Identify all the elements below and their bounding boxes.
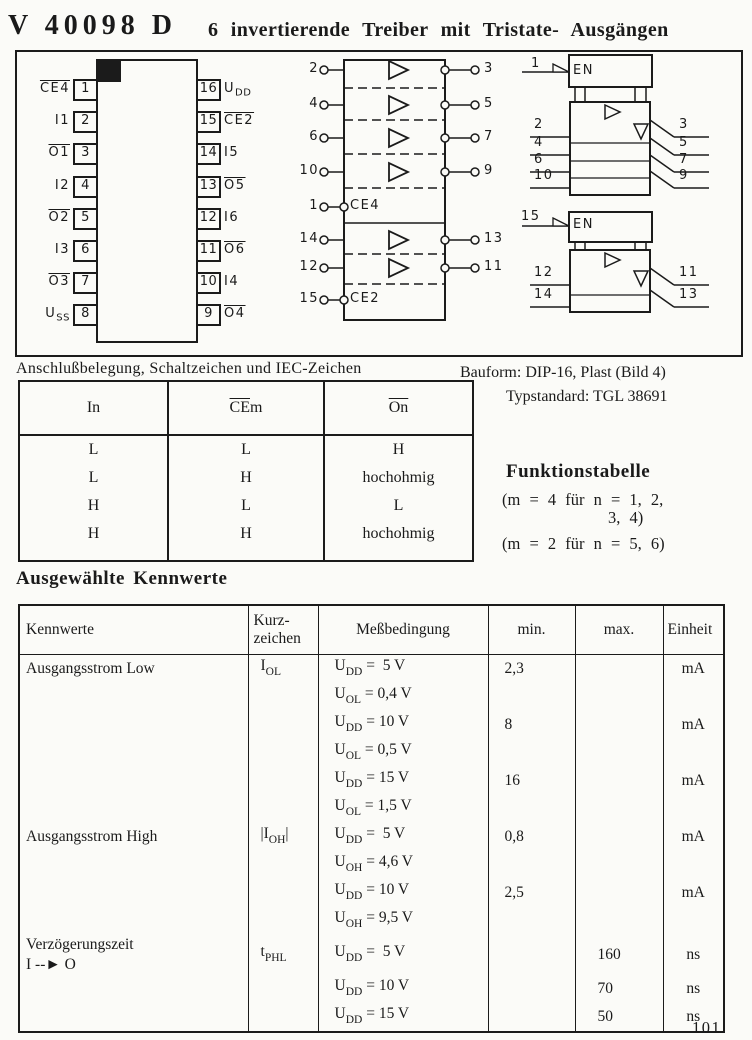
kw-symbol: $t_{PHL}$	[248, 935, 318, 975]
pin-number: 6	[81, 242, 90, 257]
kw-unit: mA	[663, 711, 724, 739]
funktionstabelle-note: (m = 4 für n = 1, 2,	[502, 490, 664, 509]
pin-number: 1	[81, 81, 90, 96]
kw-condition: $U_{DD} = 5$ V	[318, 935, 488, 975]
pin-label: O4	[224, 306, 246, 321]
kw-symbol: $|I_{OH}|$	[248, 823, 318, 851]
kw-unit: mA	[663, 655, 724, 684]
kw-condition: $U_{OH} = 9,5$ V	[318, 907, 488, 935]
pin-number: 10	[199, 274, 218, 289]
kw-row	[19, 795, 724, 823]
iec-output-label: 7	[679, 152, 689, 167]
page-title: 6 invertierende Treiber mit Tristate- Ausgängen	[208, 19, 669, 41]
iec-input-label: 2	[534, 117, 544, 132]
pin-label-uss: $U_{SS}$	[45, 306, 70, 324]
pin-number: 16	[199, 81, 218, 96]
ft-header-row	[19, 381, 473, 435]
kw-unit: ns	[663, 1003, 724, 1032]
kw-condition: $U_{DD} = 5$ V	[318, 655, 488, 684]
pin-label: O1	[48, 145, 70, 160]
kw-header-max: max.	[575, 605, 663, 655]
pin-label: I4	[224, 274, 240, 289]
page-number: 101	[692, 1018, 722, 1037]
ft-cell: H	[168, 520, 324, 548]
logic-ce2-label: CE2	[350, 291, 381, 306]
kw-max: 160	[575, 935, 663, 975]
pin-label-udd: $U_{DD}$	[224, 81, 252, 99]
pin-label: CE2	[224, 113, 255, 128]
kw-condition: $U_{DD} = 10$ V	[318, 879, 488, 907]
ft-cell: L	[19, 435, 168, 464]
kw-row	[19, 879, 724, 907]
kw-name: Ausgangsstrom High	[19, 823, 248, 851]
iec-input-label: 4	[534, 135, 544, 150]
kw-unit: ns	[663, 975, 724, 1003]
kw-row	[19, 683, 724, 711]
pin-label: CE4	[39, 81, 70, 96]
kw-unit: ns	[663, 935, 724, 975]
kw-max: 70	[575, 975, 663, 1003]
kennwerte-heading: Ausgewählte Kennwerte	[16, 568, 228, 589]
ft-header-in: In	[19, 381, 168, 435]
kw-unit: mA	[663, 879, 724, 907]
kw-row	[19, 739, 724, 767]
logic-output-label: 13	[484, 231, 504, 246]
logic-input-label: 12	[299, 259, 319, 274]
pin-number: 13	[199, 178, 218, 193]
iec-output-label: 5	[679, 135, 689, 150]
logic-output-label: 7	[484, 129, 494, 144]
kw-symbol: $I_{OL}$	[248, 655, 318, 684]
kw-condition: $U_{OH} = 4,6$ V	[318, 851, 488, 879]
kw-row	[19, 975, 724, 1003]
pin-label: I1	[54, 113, 70, 128]
iec-output-label: 11	[679, 265, 699, 280]
pin-number: 7	[81, 274, 90, 289]
kw-row	[19, 711, 724, 739]
ft-header-on: $\overline{On}$	[324, 381, 473, 435]
iec-en-pin-label: 1	[531, 56, 541, 71]
kw-condition: $U_{DD} = 10$ V	[318, 975, 488, 1003]
pin-number: 4	[81, 178, 90, 193]
kw-header-einheit: Einheit	[663, 605, 724, 655]
typstandard-note: Typstandard: TGL 38691	[506, 388, 668, 405]
kw-row	[19, 851, 724, 879]
kw-unit: mA	[663, 767, 724, 795]
ft-row	[19, 464, 473, 492]
ft-cell: L	[168, 492, 324, 520]
kw-row	[19, 823, 724, 851]
figure-caption: Anschlußbelegung, Schaltzeichen und IEC-Zeichen	[16, 360, 362, 377]
ft-cell: L	[168, 435, 324, 464]
pin-number: 15	[199, 113, 218, 128]
pin-number: 11	[199, 242, 218, 257]
ft-cell: H	[19, 492, 168, 520]
figure-panel	[15, 50, 743, 357]
spacer-row	[19, 548, 473, 561]
ft-header-cem: $\overline{CE}m$	[168, 381, 324, 435]
dip-package-drawing	[74, 60, 220, 342]
iec-output-label: 13	[679, 287, 699, 302]
pin-number: 14	[199, 145, 218, 160]
pin-label: O2	[48, 210, 70, 225]
pin-number: 2	[81, 113, 90, 128]
iec-input-label: 14	[534, 287, 554, 302]
ft-cell: L	[19, 464, 168, 492]
kw-header-messbedingung: Meßbedingung	[318, 605, 488, 655]
pin-label: I5	[224, 145, 240, 160]
kw-row	[19, 655, 724, 684]
kw-condition: $U_{DD} = 15$ V	[318, 767, 488, 795]
iec-input-label: 10	[534, 168, 554, 183]
iec-input-label: 6	[534, 152, 544, 167]
kw-min: 2,5	[488, 879, 575, 907]
kw-max	[575, 655, 663, 684]
pin-label: O6	[224, 242, 246, 257]
kw-header-min: min.	[488, 605, 575, 655]
iec-en-label: EN	[573, 63, 594, 78]
kw-row	[19, 935, 724, 975]
logic-output-label: 5	[484, 96, 494, 111]
logic-input-label: 15	[299, 291, 319, 306]
kw-name: Ausgangsstrom Low	[19, 655, 248, 684]
ft-row	[19, 435, 473, 464]
pin-label: O5	[224, 178, 246, 193]
logic-input-label: 14	[299, 231, 319, 246]
logic-input-label: 10	[299, 163, 319, 178]
pin-number: 5	[81, 210, 90, 225]
part-number: V 40098 D	[8, 10, 177, 41]
kw-condition: $U_{DD} = 15$ V	[318, 1003, 488, 1032]
ft-cell: H	[19, 520, 168, 548]
kw-min: 8	[488, 711, 575, 739]
kw-condition: $U_{OL} = 0,5$ V	[318, 739, 488, 767]
kw-max: 50	[575, 1003, 663, 1032]
pin-number: 9	[204, 306, 213, 321]
logic-input-label: 2	[309, 61, 319, 76]
logic-input-label: 1	[309, 198, 319, 213]
bauform-note: Bauform: DIP-16, Plast (Bild 4)	[460, 364, 666, 381]
iec-output-label: 9	[679, 168, 689, 183]
pin-label: O3	[48, 274, 70, 289]
ft-cell: hochohmig	[324, 520, 473, 548]
logic-output-label: 9	[484, 163, 494, 178]
iec-output-label: 3	[679, 117, 689, 132]
kw-min: 0,8	[488, 823, 575, 851]
funktionstabelle-note: (m = 2 für n = 5, 6)	[502, 534, 665, 553]
kw-header-kurzzeichen: Kurz- zeichen	[248, 605, 318, 655]
kw-row	[19, 1003, 724, 1032]
ft-cell: H	[168, 464, 324, 492]
kw-condition: $U_{OL} = 0,4$ V	[318, 683, 488, 711]
kw-min: 16	[488, 767, 575, 795]
funktionstabelle-table	[18, 380, 474, 562]
pin-number: 12	[199, 210, 218, 225]
kw-header-row	[19, 605, 724, 655]
ft-row	[19, 520, 473, 548]
kw-min: 2,3	[488, 655, 575, 684]
iec-en-label: EN	[573, 217, 594, 232]
logic-ce4-label: CE4	[350, 198, 381, 213]
pin-label: I6	[224, 210, 240, 225]
pin-number: 8	[81, 306, 90, 321]
kennwerte-table	[18, 604, 725, 1033]
kw-row	[19, 907, 724, 935]
iec-input-label: 12	[534, 265, 554, 280]
pin-label: I3	[54, 242, 70, 257]
kw-header-kennwerte: Kennwerte	[19, 605, 248, 655]
pin-label: I2	[54, 178, 70, 193]
ft-cell: H	[324, 435, 473, 464]
kw-condition: $U_{DD} = 10$ V	[318, 711, 488, 739]
logic-output-label: 11	[484, 259, 504, 274]
ft-row	[19, 492, 473, 520]
iec-en-pin-label: 15	[521, 209, 541, 224]
kw-row	[19, 767, 724, 795]
kw-condition: $U_{DD} = 5$ V	[318, 823, 488, 851]
kw-name: Verzögerungszeit I --► O	[19, 935, 248, 975]
logic-symbol-drawing	[320, 60, 479, 320]
logic-input-label: 6	[309, 129, 319, 144]
logic-output-label: 3	[484, 61, 494, 76]
kw-condition: $U_{OL} = 1,5$ V	[318, 795, 488, 823]
ft-cell: hochohmig	[324, 464, 473, 492]
pin-number: 3	[81, 145, 90, 160]
logic-input-label: 4	[309, 96, 319, 111]
kw-unit: mA	[663, 823, 724, 851]
funktionstabelle-note: 3, 4)	[608, 508, 644, 527]
funktionstabelle-title: Funktionstabelle	[506, 461, 651, 482]
ft-cell: L	[324, 492, 473, 520]
